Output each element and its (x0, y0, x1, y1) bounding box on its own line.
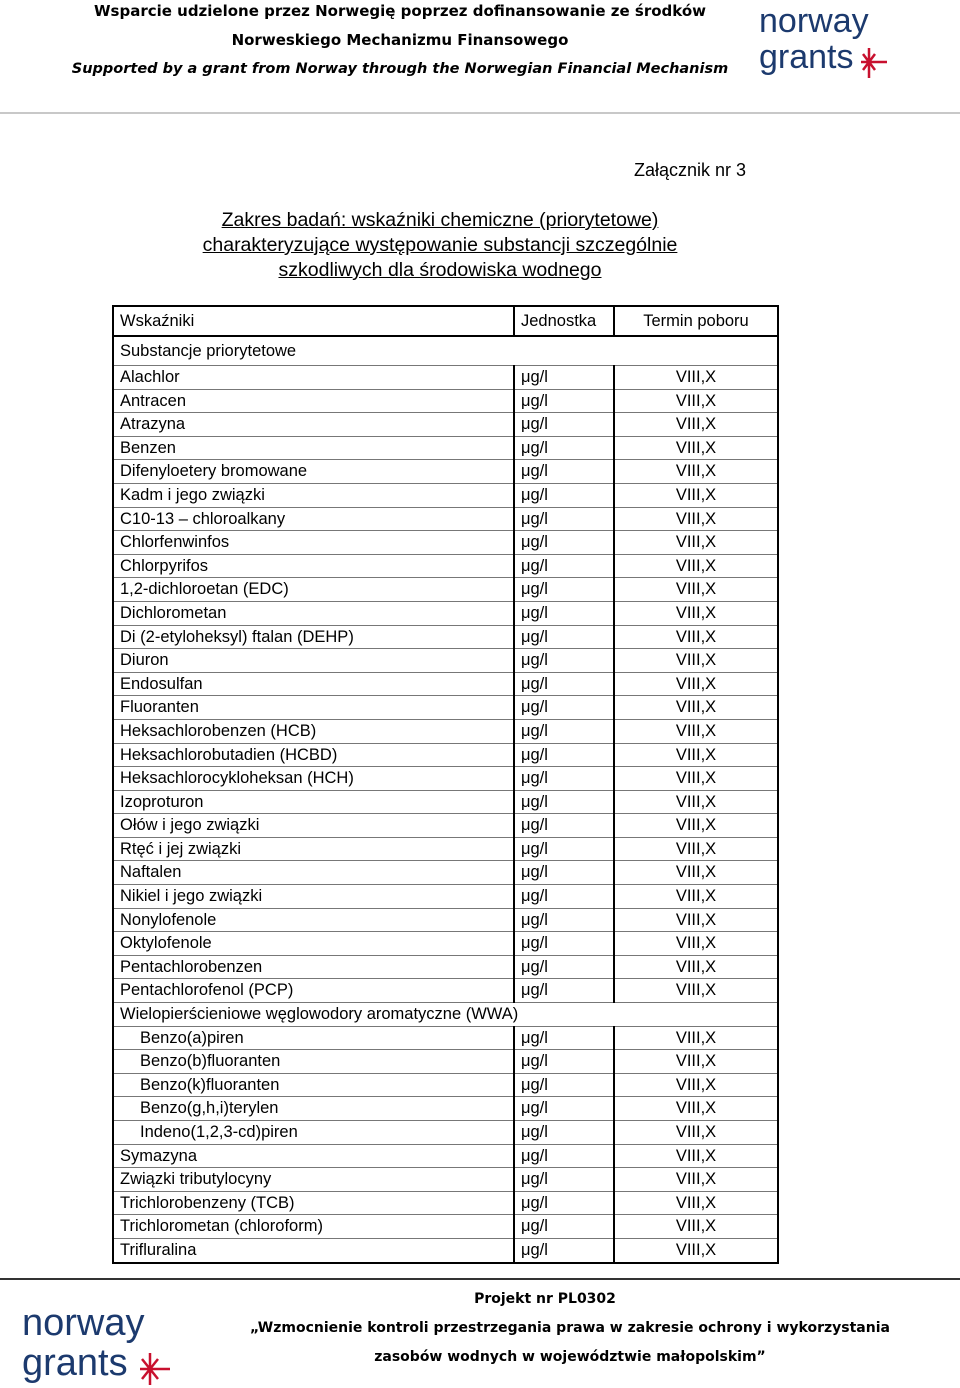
indicator-term: VIII,X (614, 625, 778, 649)
table-row (113, 1144, 778, 1168)
table-row (113, 1073, 778, 1097)
table-row (113, 507, 778, 531)
header-term: Termin poboru (614, 306, 778, 336)
indicator-term: VIII,X (614, 413, 778, 437)
indicator-unit: μg/l (514, 1191, 614, 1215)
table-row (113, 767, 778, 791)
indicator-unit: μg/l (514, 1121, 614, 1145)
indicator-unit: μg/l (514, 1215, 614, 1239)
table-row (113, 861, 778, 885)
indicator-unit: μg/l (514, 932, 614, 956)
table-row (113, 1026, 778, 1050)
footer-logo-word-grants: grants (22, 1342, 128, 1384)
indicator-unit: μg/l (514, 837, 614, 861)
indicator-unit: μg/l (514, 743, 614, 767)
indicator-name: Heksachlorobenzen (HCB) (113, 719, 514, 743)
section-row-wwa (113, 1003, 778, 1027)
logo-word-grants: grants (759, 38, 854, 76)
indicator-term: VIII,X (614, 672, 778, 696)
indicator-unit: μg/l (514, 885, 614, 909)
indicator-term: VIII,X (614, 861, 778, 885)
table-row (113, 932, 778, 956)
indicator-term: VIII,X (614, 790, 778, 814)
indicator-name: Oktylofenole (113, 932, 514, 956)
indicator-name: Symazyna (113, 1144, 514, 1168)
logo-symbol-icon (861, 48, 887, 78)
indicator-term: VIII,X (614, 1168, 778, 1192)
footer-project-title-2: zasobów wodnych w województwie małopolskim” (374, 1349, 766, 1365)
indicator-unit: μg/l (514, 1073, 614, 1097)
indicator-name: Chlorfenwinfos (113, 531, 514, 555)
table-row (113, 1050, 778, 1074)
indicator-name: Trichlorobenzeny (TCB) (113, 1191, 514, 1215)
table-row (113, 436, 778, 460)
section-row-priority (113, 336, 778, 366)
indicator-term: VIII,X (614, 955, 778, 979)
indicator-unit: μg/l (514, 366, 614, 390)
indicator-unit: μg/l (514, 483, 614, 507)
indicator-name: Atrazyna (113, 413, 514, 437)
indicator-term: VIII,X (614, 1073, 778, 1097)
indicator-unit: μg/l (514, 672, 614, 696)
title-line-2: charakteryzujące występowanie substancji szczególnie (202, 234, 678, 256)
indicator-term: VIII,X (614, 1050, 778, 1074)
footer-logo-word-norway: norway (22, 1303, 145, 1344)
indicator-term: VIII,X (614, 436, 778, 460)
table-row (113, 1238, 778, 1262)
indicator-name: Indeno(1,2,3-cd)piren (113, 1121, 514, 1145)
indicator-unit: μg/l (514, 649, 614, 673)
table-row (113, 366, 778, 390)
indicator-name: Związki tributylocyny (113, 1168, 514, 1192)
indicator-name: Heksachlorocykloheksan (HCH) (113, 767, 514, 791)
table-row (113, 814, 778, 838)
indicator-name: Fluoranten (113, 696, 514, 720)
header-line-1: Wsparcie udzielone przez Norwegię poprzez dofinansowanie ze środków (93, 2, 707, 20)
header-divider (0, 112, 960, 114)
table-row (113, 1121, 778, 1145)
footer-project-title-1: „Wzmocnienie kontroli przestrzegania prawa w zakresie ochrony i wykorzystania (250, 1320, 890, 1336)
indicator-name: Benzo(a)piren (113, 1026, 514, 1050)
table-row (113, 554, 778, 578)
footer-divider (0, 1278, 960, 1280)
indicator-term: VIII,X (614, 885, 778, 909)
indicator-term: VIII,X (614, 531, 778, 555)
indicator-unit: μg/l (514, 696, 614, 720)
indicator-term: VIII,X (614, 837, 778, 861)
indicator-name: Dichlorometan (113, 601, 514, 625)
indicator-name: Antracen (113, 389, 514, 413)
indicator-name: Di (2-etyloheksyl) ftalan (DEHP) (113, 625, 514, 649)
indicator-term: VIII,X (614, 1238, 778, 1262)
indicator-name: Naftalen (113, 861, 514, 885)
table-row (113, 1215, 778, 1239)
indicator-term: VIII,X (614, 1144, 778, 1168)
indicator-unit: μg/l (514, 1144, 614, 1168)
table-row (113, 413, 778, 437)
indicator-term: VIII,X (614, 1026, 778, 1050)
indicator-name: Pentachlorobenzen (113, 955, 514, 979)
table-row (113, 672, 778, 696)
indicator-unit: μg/l (514, 790, 614, 814)
norway-grants-logo-footer (22, 1303, 174, 1387)
indicator-term: VIII,X (614, 366, 778, 390)
table-row (113, 696, 778, 720)
indicator-term: VIII,X (614, 696, 778, 720)
indicator-unit: μg/l (514, 1168, 614, 1192)
table-row (113, 955, 778, 979)
indicator-name: Trichlorometan (chloroform) (113, 1215, 514, 1239)
indicator-name: Benzen (113, 436, 514, 460)
indicator-name: Rtęć i jej związki (113, 837, 514, 861)
indicator-name: Nonylofenole (113, 908, 514, 932)
table-row (113, 1097, 778, 1121)
wwa-section-label: Wielopierścieniowe węglowodory aromatyczne (WWA) (113, 1003, 778, 1027)
table-row (113, 483, 778, 507)
indicator-term: VIII,X (614, 460, 778, 484)
table-row (113, 625, 778, 649)
table-row (113, 885, 778, 909)
indicator-name: Izoproturon (113, 790, 514, 814)
title-line-1: Zakres badań: wskaźniki chemiczne (priorytetowe) (221, 209, 659, 231)
indicator-unit: μg/l (514, 979, 614, 1003)
indicator-name: 1,2-dichloroetan (EDC) (113, 578, 514, 602)
header-unit: Jednostka (514, 306, 614, 336)
indicator-name: Alachlor (113, 366, 514, 390)
indicators-table (112, 305, 779, 1264)
indicator-term: VIII,X (614, 389, 778, 413)
indicator-term: VIII,X (614, 719, 778, 743)
indicator-unit: μg/l (514, 719, 614, 743)
indicator-term: VIII,X (614, 554, 778, 578)
table-row (113, 531, 778, 555)
indicator-unit: μg/l (514, 814, 614, 838)
indicator-term: VIII,X (614, 1191, 778, 1215)
indicator-term: VIII,X (614, 578, 778, 602)
table-header-row (113, 306, 778, 336)
indicator-name: Chlorpyrifos (113, 554, 514, 578)
table-row (113, 790, 778, 814)
indicator-unit: μg/l (514, 413, 614, 437)
table-row (113, 719, 778, 743)
annex-label: Załącznik nr 3 (634, 160, 747, 180)
indicator-name: Benzo(b)fluoranten (113, 1050, 514, 1074)
indicator-name: Nikiel i jego związki (113, 885, 514, 909)
indicator-term: VIII,X (614, 979, 778, 1003)
indicator-name: Benzo(g,h,i)terylen (113, 1097, 514, 1121)
indicator-term: VIII,X (614, 743, 778, 767)
indicator-unit: μg/l (514, 1026, 614, 1050)
indicator-name: Heksachlorobutadien (HCBD) (113, 743, 514, 767)
indicator-term: VIII,X (614, 767, 778, 791)
indicator-term: VIII,X (614, 1097, 778, 1121)
title-line-3: szkodliwych dla środowiska wodnego (278, 259, 602, 281)
indicator-name: Diuron (113, 649, 514, 673)
indicator-name: Ołów i jego związki (113, 814, 514, 838)
table-row (113, 578, 778, 602)
norway-grants-logo (757, 2, 897, 82)
indicator-unit: μg/l (514, 861, 614, 885)
table-row (113, 389, 778, 413)
header-line-2: Norweskiego Mechanizmu Finansowego (231, 31, 569, 49)
indicator-term: VIII,X (614, 1121, 778, 1145)
table-row (113, 460, 778, 484)
footer-logo-symbol-icon (140, 1353, 170, 1385)
indicator-name: Trifluralina (113, 1238, 514, 1262)
indicator-unit: μg/l (514, 1238, 614, 1262)
indicator-term: VIII,X (614, 601, 778, 625)
table-row (113, 837, 778, 861)
indicator-term: VIII,X (614, 483, 778, 507)
indicator-term: VIII,X (614, 507, 778, 531)
indicator-name: Endosulfan (113, 672, 514, 696)
logo-word-norway: norway (759, 2, 869, 40)
indicator-unit: μg/l (514, 908, 614, 932)
indicator-unit: μg/l (514, 389, 614, 413)
document-title (160, 208, 720, 283)
indicator-term: VIII,X (614, 908, 778, 932)
indicator-unit: μg/l (514, 578, 614, 602)
footer-project-number: Projekt nr PL0302 (474, 1291, 616, 1307)
table-row (113, 979, 778, 1003)
indicator-unit: μg/l (514, 507, 614, 531)
indicator-name: Benzo(k)fluoranten (113, 1073, 514, 1097)
indicator-term: VIII,X (614, 1215, 778, 1239)
indicator-term: VIII,X (614, 932, 778, 956)
table-row (113, 1168, 778, 1192)
indicator-unit: μg/l (514, 601, 614, 625)
table-row (113, 1191, 778, 1215)
indicator-unit: μg/l (514, 1097, 614, 1121)
indicator-unit: μg/l (514, 955, 614, 979)
table-row (113, 743, 778, 767)
table-row (113, 649, 778, 673)
indicator-name: Pentachlorofenol (PCP) (113, 979, 514, 1003)
indicator-unit: μg/l (514, 554, 614, 578)
header-line-3: Supported by a grant from Norway through the Norwegian Financial Mechanism (71, 61, 729, 77)
section-label: Substancje priorytetowe (113, 336, 778, 366)
table-row (113, 908, 778, 932)
table-row (113, 601, 778, 625)
indicator-unit: μg/l (514, 460, 614, 484)
indicator-term: VIII,X (614, 649, 778, 673)
indicator-unit: μg/l (514, 767, 614, 791)
indicator-name: Difenyloetery bromowane (113, 460, 514, 484)
indicator-term: VIII,X (614, 814, 778, 838)
indicator-unit: μg/l (514, 436, 614, 460)
indicator-unit: μg/l (514, 625, 614, 649)
indicator-name: Kadm i jego związki (113, 483, 514, 507)
indicator-name: C10-13 – chloroalkany (113, 507, 514, 531)
indicator-unit: μg/l (514, 531, 614, 555)
header-indicator: Wskaźniki (113, 306, 514, 336)
indicator-unit: μg/l (514, 1050, 614, 1074)
